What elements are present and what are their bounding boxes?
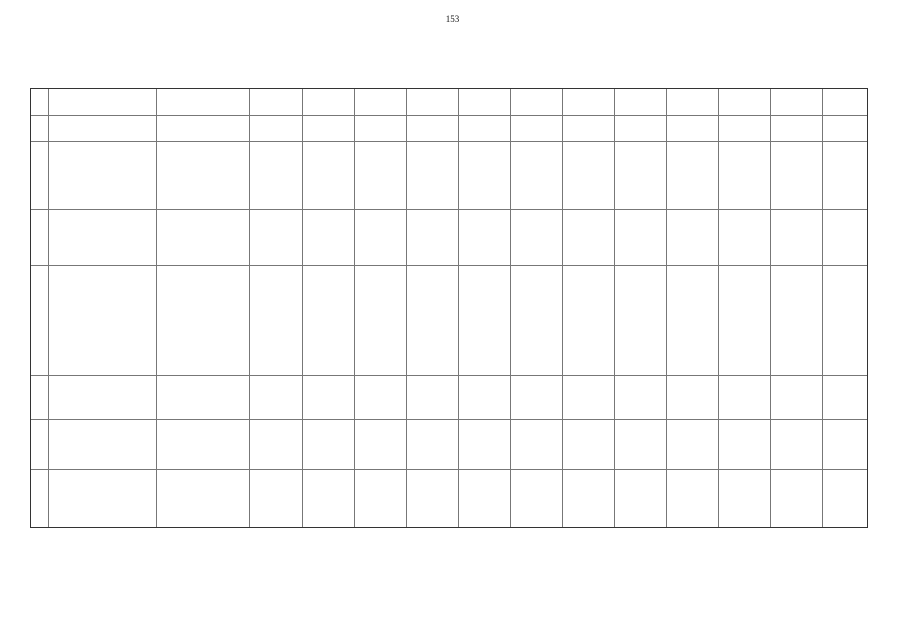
- table-rule: [249, 89, 250, 527]
- table-rule: [614, 89, 615, 527]
- table-rule: [562, 89, 563, 527]
- table-rule: [302, 89, 303, 527]
- table-rule: [406, 89, 407, 527]
- budget-table: [30, 88, 868, 528]
- table-rule: [458, 89, 459, 527]
- table-rule: [510, 89, 511, 527]
- table-rule: [666, 89, 667, 527]
- table-rule: [770, 89, 771, 527]
- table-rule: [354, 89, 355, 527]
- table-rule: [156, 89, 157, 527]
- table-rule: [822, 89, 823, 527]
- table-rule: [718, 89, 719, 527]
- page-number: 153: [445, 14, 460, 24]
- table-rule: [48, 89, 49, 527]
